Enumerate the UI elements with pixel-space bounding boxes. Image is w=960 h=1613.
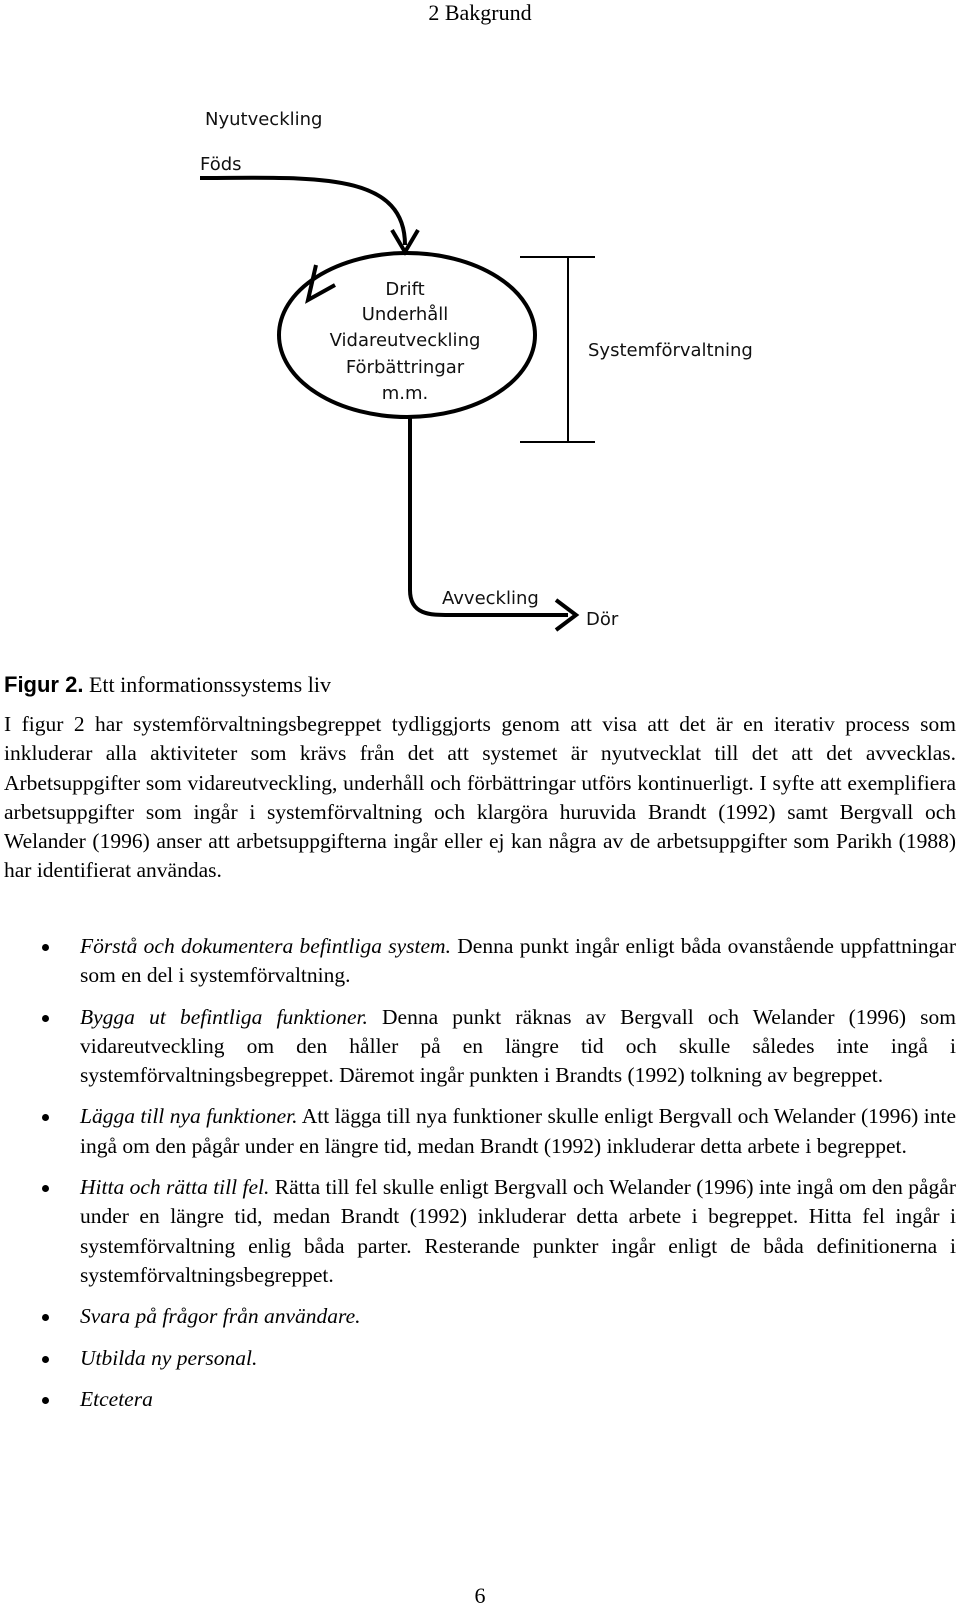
lifecycle-figure: [190, 70, 765, 660]
list-item: [0, 1173, 956, 1290]
list-item-text: Denna punkt räknas av Bergvall och Welander (1996) som vidareutveckling om den håller på en längre tid och skulle således inte ingå i systemförvaltningsbegreppet. Däremot ingår punkten i Brandts (1992) tolkning av begreppet.: [80, 1004, 956, 1088]
figure-caption-text: Ett informationssystems liv: [83, 672, 331, 697]
list-item-title: Svara på frågor från användare.: [80, 1304, 361, 1329]
bullet-icon: [42, 1114, 49, 1121]
bullet-icon: [42, 1185, 49, 1192]
cycle-item-drift: Drift: [385, 279, 425, 300]
bullet-icon: [42, 1015, 49, 1022]
figure-background: [190, 70, 765, 660]
list-item-title: Utbilda ny personal.: [80, 1345, 258, 1370]
list-item-title: Förstå och dokumentera befintliga system.: [80, 934, 451, 958]
figure-caption-label: Figur 2.: [4, 672, 84, 697]
label-born: Föds: [200, 154, 242, 175]
list-item: [0, 932, 956, 991]
list-item: [0, 1302, 956, 1331]
label-system-management: Systemförvaltning: [588, 340, 753, 361]
cycle-item-vidareutveckling: Vidareutveckling: [329, 330, 481, 351]
lifecycle-diagram: [190, 70, 765, 660]
bullet-icon: [42, 1314, 49, 1321]
body-paragraph: I figur 2 har systemförvaltningsbegreppet tydliggjorts genom att visa att det är en iterativ process som inkluderar alla aktiviteter som krävs från det att systemet är nyutvecklat till det att det avvecklas. Arbetsuppgifter som vidareutveckling, underhåll och förbättringar utförs kontinuerligt. I syfte att exemplifiera arbetsuppgifter som ingår i systemförvaltning och klargöra huruvida Brandt (1992) samt Bergvall och Welander (1996) anser att arbetsuppgifterna ingår eller ej kan några av de arbetsuppgifter som Parikh (1988) har identifierat användas.: [4, 712, 956, 883]
list-item-title: Lägga till nya funktioner.: [80, 1104, 298, 1129]
list-item-title: Bygga ut befintliga funktioner.: [80, 1004, 368, 1029]
list-item-text: Rätta till fel skulle enligt Bergvall och Welander (1996) inte ingå om den pågår under en längre tid, medan Brandt (1992) inkluderar detta arbete i begreppet. Hitta fel ingår i systemförvaltning enlig båda parter. Resterande punkter ingår enligt de båda definitionerna i systemförvaltningsbegreppet.: [80, 1175, 956, 1287]
cycle-item-underhall: Underhåll: [361, 304, 449, 325]
list-item: [0, 1344, 956, 1373]
cycle-item-forbattringar: Förbättringar: [345, 357, 465, 378]
page-header: 2 Bakgrund: [428, 0, 532, 25]
list-item-title: Etcetera: [80, 1386, 153, 1411]
list-item-text: Denna punkt ingår enligt båda ovanstående uppfattningar som en del i systemförvaltning.: [80, 934, 957, 988]
list-item-title: Hitta och rätta till fel.: [80, 1175, 270, 1200]
list-item: [0, 1003, 956, 1091]
label-new-development: Nyutveckling: [205, 109, 323, 130]
page-number: 6: [474, 1583, 486, 1608]
list-item-text: Att lägga till nya funktioner skulle enligt Bergvall och Welander (1996) inte ingå om den pågår under en längre tid, medan Brandt (1992) inkluderar detta arbete i begreppet.: [80, 1104, 956, 1158]
list-item: [0, 1385, 956, 1414]
cycle-item-mm: m.m.: [381, 383, 429, 404]
bullet-icon: [42, 944, 49, 951]
list-item: [0, 1102, 956, 1161]
figure-caption: [4, 672, 331, 698]
bullet-icon: [42, 1397, 49, 1404]
bullet-icon: [42, 1356, 49, 1363]
label-dies: Dör: [586, 609, 619, 630]
label-decommission: Avveckling: [442, 588, 539, 609]
task-list: [0, 932, 960, 1414]
